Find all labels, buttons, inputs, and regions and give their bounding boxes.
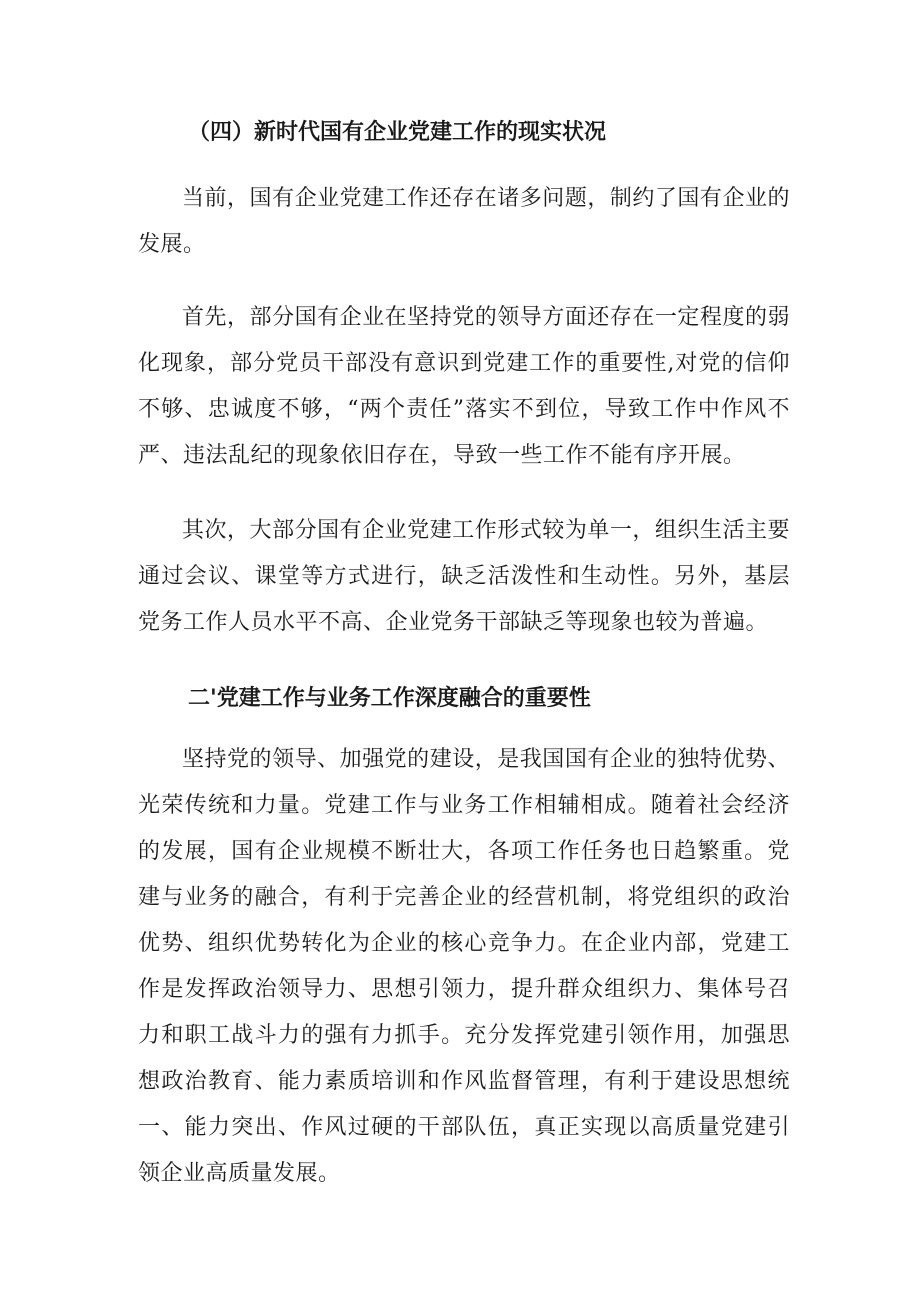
section-heading-4: （四）新时代国有企业党建工作的现实状况 [188, 119, 607, 145]
paragraph-second-problem: 其次，大部分国有企业党建工作形式较为单一，组织生活主要通过会议、课堂等方式进行，缺乏活泼性和生动性。另外，基层党务工作人员水平不高、企业党务干部缺乏等现象也较为普遍。 [138, 518, 790, 635]
section-heading-2: 二'党建工作与业务工作深度融合的重要性 [188, 685, 591, 711]
paragraph-importance: 坚持党的领导、加强党的建设，是我国国有企业的独特优势、光荣传统和力量。党建工作与业务工作相辅相成。随着社会经济的发展，国有企业规模不断壮大，各项工作任务也日趋繁重。党建与业务的融合，有利于完善企业的经营机制，将党组织的政治优势、组织优势转化为企业的核心竞争力。在企业内部，党建工作是发挥政治领导力、思想引领力，提升群众组织力、集体号召力和职工战斗力的强有力抓手。充分发挥党建引领作用，加强思想政治教育、能力素质培训和作风监督管理，有利于建设思想统一、能力突出、作风过硬的干部队伍，真正实现以高质量党建引领企业高质量发展。 [138, 747, 790, 1186]
paragraph-current-status: 当前，国有企业党建工作还存在诸多问题，制约了国有企业的发展。 [138, 186, 790, 257]
paragraph-first-problem: 首先，部分国有企业在坚持党的领导方面还存在一定程度的弱化现象，部分党员干部没有意识到党建工作的重要性,对党的信仰不够、忠诚度不够，“两个责任”落实不到位，导致工作中作风不严、违法乱纪的现象依旧存在，导致一些工作不能有序开展。 [138, 305, 790, 468]
